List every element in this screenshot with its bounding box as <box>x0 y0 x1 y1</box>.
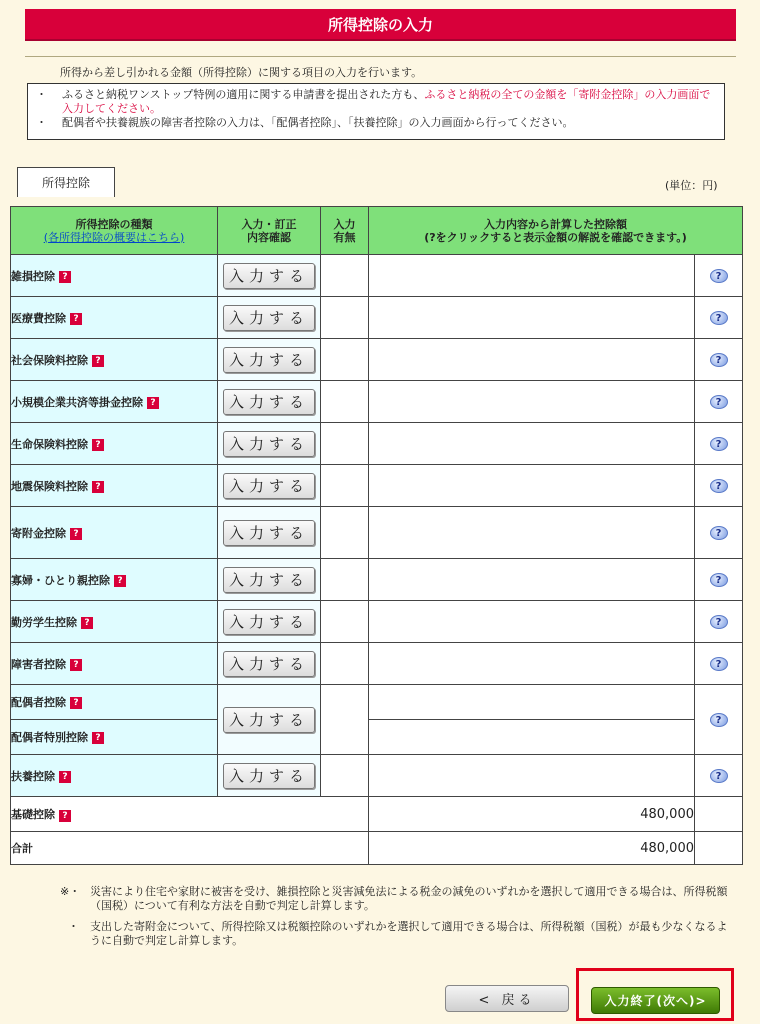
amount-cell <box>369 507 695 559</box>
help-icon[interactable]: ? <box>710 526 728 540</box>
input-flag <box>321 381 369 423</box>
note-mark: ・ <box>68 920 79 933</box>
input-button-widow[interactable]: 入力する <box>223 567 315 593</box>
amount-cell <box>369 465 695 507</box>
unit-label: (単位：円) <box>665 179 718 192</box>
row-name-earthquake: 地震保険料控除 ? <box>11 465 218 507</box>
help-icon[interactable]: ? <box>710 713 728 727</box>
input-button-disability[interactable]: 入力する <box>223 651 315 677</box>
input-flag <box>321 465 369 507</box>
row-name-total: 合計 <box>11 832 369 865</box>
input-flag <box>321 297 369 339</box>
table-row-donation <box>11 507 743 559</box>
table-row-total <box>11 832 743 865</box>
amount-cell <box>369 255 695 297</box>
input-flag <box>321 685 369 755</box>
bullet: ・ <box>36 116 47 129</box>
table-row-widow <box>11 559 743 601</box>
question-icon[interactable]: ? <box>70 697 82 709</box>
deduction-overview-link[interactable]: (各所得控除の概要はこちら) <box>43 230 185 244</box>
basic-amount: 480,000 <box>369 797 695 832</box>
amount-cell <box>369 381 695 423</box>
question-icon[interactable]: ? <box>81 617 93 629</box>
header-amount: 入力内容から計算した控除額 (?をクリックすると表示金額の解説を確認できます。) <box>369 207 743 255</box>
row-name-disability: 障害者控除 ? <box>11 643 218 685</box>
table-row-spouse-b <box>11 720 743 755</box>
amount-cell <box>369 720 695 755</box>
question-icon[interactable]: ? <box>59 810 71 822</box>
bullet: ・ <box>36 88 47 101</box>
row-name-small-business: 小規模企業共済等掛金控除 ? <box>11 381 218 423</box>
row-name-dependent: 扶養控除 ? <box>11 755 218 797</box>
input-button-medical[interactable]: 入力する <box>223 305 315 331</box>
help-icon[interactable]: ? <box>710 479 728 493</box>
back-button[interactable]: < 戻る <box>445 985 569 1012</box>
row-name-medical: 医療費控除 ? <box>11 297 218 339</box>
notice-box <box>27 83 725 140</box>
question-icon[interactable]: ? <box>147 397 159 409</box>
row-name-widow: 寡婦・ひとり親控除 ? <box>11 559 218 601</box>
row-name-casualty: 雑損控除 ? <box>11 255 218 297</box>
header-has-input: 入力 有無 <box>321 207 369 255</box>
divider <box>25 56 736 57</box>
header-confirm: 入力・訂正 内容確認 <box>218 207 321 255</box>
row-name-life-insurance: 生命保険料控除 ? <box>11 423 218 465</box>
header-type: 所得控除の種類 (各所得控除の概要はこちら) <box>11 207 218 255</box>
question-icon[interactable]: ? <box>92 481 104 493</box>
row-name-basic: 基礎控除 ? <box>11 797 369 832</box>
deduction-table <box>10 206 743 865</box>
table-row-small-business <box>11 381 743 423</box>
question-icon[interactable]: ? <box>70 659 82 671</box>
input-flag <box>321 601 369 643</box>
help-icon[interactable]: ? <box>710 769 728 783</box>
table-row-casualty <box>11 255 743 297</box>
input-button-earthquake[interactable]: 入力する <box>223 473 315 499</box>
footnotes <box>60 885 728 955</box>
total-amount: 480,000 <box>369 832 695 865</box>
table-row-earthquake <box>11 465 743 507</box>
input-flag <box>321 559 369 601</box>
help-icon[interactable]: ? <box>710 437 728 451</box>
amount-cell <box>369 423 695 465</box>
row-name-spouse-special: 配偶者特別控除 ? <box>11 720 218 755</box>
table-row-dependent <box>11 755 743 797</box>
amount-cell <box>369 685 695 720</box>
note-2: 支出した寄附金について、所得控除又は税額控除のいずれかを選択して適用できる場合は、所得税額（国税）が最も少なくなるように自動で判定し計算します。 <box>90 920 728 947</box>
help-icon[interactable]: ? <box>710 615 728 629</box>
help-icon[interactable]: ? <box>710 311 728 325</box>
row-name-donation: 寄附金控除 ? <box>11 507 218 559</box>
row-name-working-student: 勤労学生控除 ? <box>11 601 218 643</box>
amount-cell <box>369 643 695 685</box>
table-row-medical <box>11 297 743 339</box>
table-row-spouse-a <box>11 685 743 720</box>
input-button-spouse[interactable]: 入力する <box>223 707 315 733</box>
input-flag <box>321 255 369 297</box>
amount-cell <box>369 297 695 339</box>
help-icon[interactable]: ? <box>710 657 728 671</box>
question-icon[interactable]: ? <box>70 528 82 540</box>
input-flag <box>321 507 369 559</box>
help-icon[interactable]: ? <box>710 353 728 367</box>
row-name-spouse: 配偶者控除 ? <box>11 685 218 720</box>
intro-text: 所得から差し引かれる金額（所得控除）に関する項目の入力を行います。 <box>60 66 423 79</box>
input-flag <box>321 339 369 381</box>
table-row-basic <box>11 797 743 832</box>
table-row-working-student <box>11 601 743 643</box>
finish-next-button[interactable]: 入力終了(次へ)> <box>591 987 720 1014</box>
row-name-social-insurance: 社会保険料控除 ? <box>11 339 218 381</box>
question-icon[interactable]: ? <box>59 271 71 283</box>
question-icon[interactable]: ? <box>70 313 82 325</box>
amount-cell <box>369 559 695 601</box>
input-button-life-insurance[interactable]: 入力する <box>223 431 315 457</box>
help-icon[interactable]: ? <box>710 269 728 283</box>
next-button-highlight <box>576 968 734 1021</box>
notice-line-2: 配偶者や扶養親族の障害者控除の入力は、「配偶者控除」、「扶養控除」の入力画面から行ってください。 <box>62 116 574 129</box>
question-icon[interactable]: ? <box>92 732 104 744</box>
table-row-social-insurance <box>11 339 743 381</box>
table-row-life-insurance <box>11 423 743 465</box>
help-icon[interactable]: ? <box>710 573 728 587</box>
note-1: 災害により住宅や家財に被害を受け、雑損控除と災害減免法による税金の減免のいずれかを選択して適用できる場合は、所得税額（国税）について有利な方法を自動で判定し計算します。 <box>90 885 728 912</box>
amount-cell <box>369 601 695 643</box>
input-flag <box>321 423 369 465</box>
input-button-working-student[interactable]: 入力する <box>223 609 315 635</box>
tab-income-deduction[interactable]: 所得控除 <box>17 167 115 197</box>
input-flag <box>321 643 369 685</box>
input-button-donation[interactable]: 入力する <box>223 520 315 546</box>
input-button-dependent[interactable]: 入力する <box>223 763 315 789</box>
table-row-disability <box>11 643 743 685</box>
question-icon[interactable]: ? <box>92 355 104 367</box>
question-icon[interactable]: ? <box>114 575 126 587</box>
input-button-casualty[interactable]: 入力する <box>223 263 315 289</box>
input-button-social-insurance[interactable]: 入力する <box>223 347 315 373</box>
amount-cell <box>369 755 695 797</box>
page-title: 所得控除の入力 <box>25 9 736 41</box>
input-flag <box>321 755 369 797</box>
input-button-small-business[interactable]: 入力する <box>223 389 315 415</box>
help-icon[interactable]: ? <box>710 395 728 409</box>
question-icon[interactable]: ? <box>59 771 71 783</box>
notice-line-1-red: ふるさと納税の全ての金額を「寄附金控除」の入力画面で入力してください。 <box>62 88 711 115</box>
note-mark: ※・ <box>60 885 81 898</box>
question-icon[interactable]: ? <box>92 439 104 451</box>
notice-line-1: ふるさと納税ワンストップ特例の適用に関する申請書を提出された方も、ふるさと納税の全ての金額を「寄附金控除」の入力画面で入力してください。 <box>62 88 711 115</box>
amount-cell <box>369 339 695 381</box>
